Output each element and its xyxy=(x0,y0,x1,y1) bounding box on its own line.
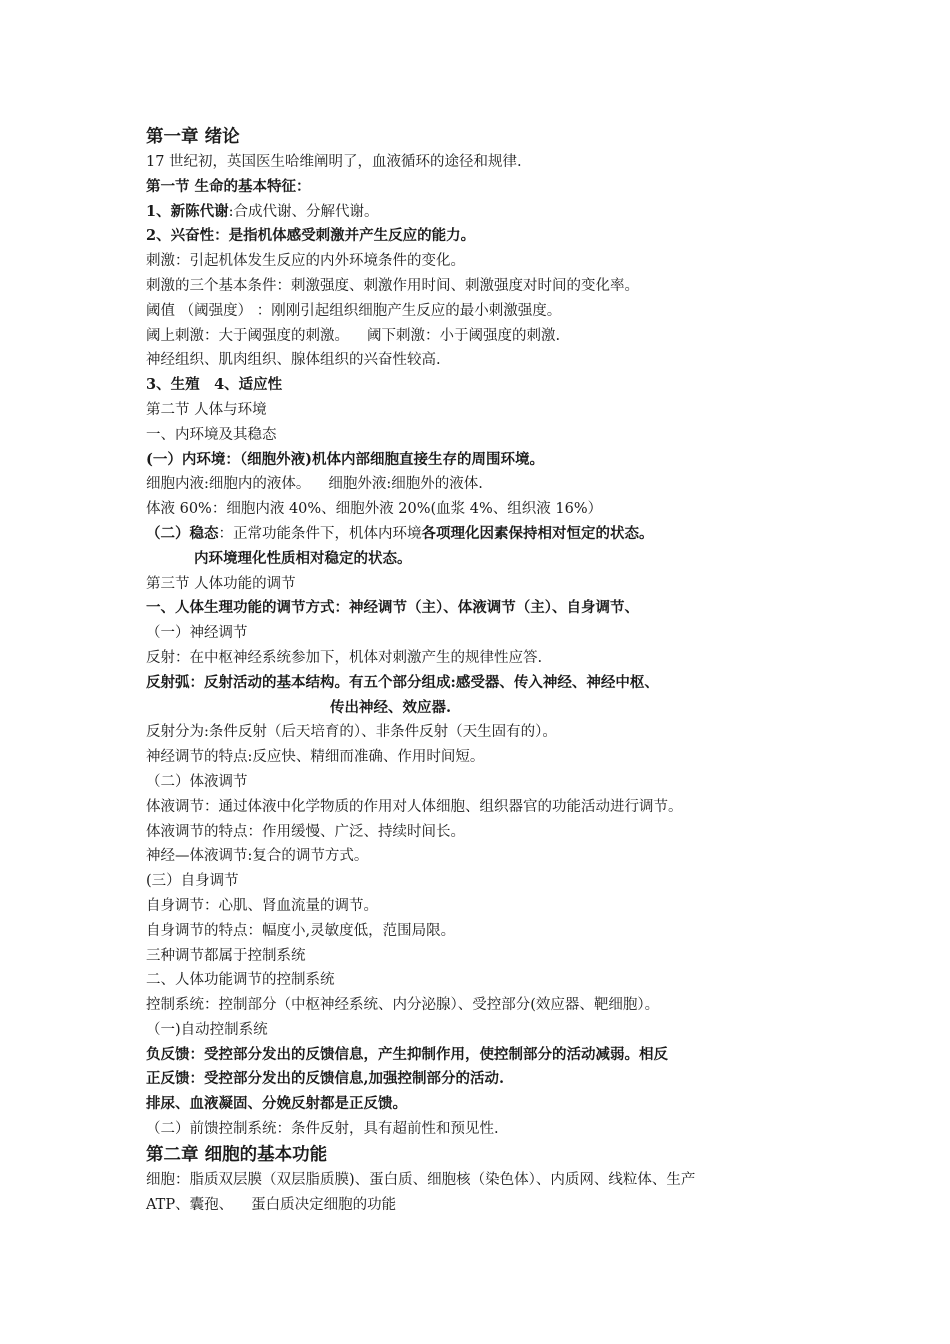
cell-atp-text: ATP、囊孢、 xyxy=(146,1196,234,1213)
homeostasis-line xyxy=(146,522,846,547)
protein-function-text: 蛋白质决定细胞的功能 xyxy=(251,1196,397,1213)
below-threshold-text: 阈下刺激：小于阈强度的刺激. xyxy=(367,327,561,344)
auto-control-title: （一)自动控制系统 xyxy=(146,1021,268,1038)
metabolism-label: 1、新陈代谢 xyxy=(146,202,229,220)
chapter-1-intro: 17 世纪初，英国医生哈维阐明了，血液循环的途径和规律. xyxy=(146,154,522,170)
section-1-title: 第一节 生命的基本特征： xyxy=(146,177,311,195)
homeostasis-bold: 各项理化因素保持相对恒定的状态。 xyxy=(421,524,654,542)
internal-env-heading: 一、内环境及其稳态 xyxy=(146,426,277,443)
humoral-def: 体液调节：通过体液中化学物质的作用对人体细胞、组织器官的功能活动进行调节。 xyxy=(146,798,683,815)
three-conditions-line: 刺激的三个基本条件：刺激强度、刺激作用时间、刺激强度对时间的变化率。 xyxy=(146,277,639,294)
cell-components-line-2 xyxy=(146,1193,846,1218)
metabolism-line xyxy=(146,200,846,225)
humoral-regulation-title: （二）体液调节 xyxy=(146,773,248,790)
neural-regulation-title: （一）神经调节 xyxy=(146,625,248,642)
auto-regulation-title: (三）自身调节 xyxy=(146,873,239,890)
regulation-modes-line: 一、人体生理功能的调节方式：神经调节（主）、体液调节（主）、自身调节、 xyxy=(146,599,639,617)
chapter-1-title: 第一章 绪论 xyxy=(146,127,240,147)
neuro-humoral-line: 神经—体液调节:复合的调节方式。 xyxy=(146,848,369,865)
negative-feedback-line: 负反馈：受控部分发出的反馈信息，产生抑制作用，使控制部分的活动减弱。相反 xyxy=(146,1045,668,1063)
positive-feedback-line: 正反馈：受控部分发出的反馈信息,加强控制部分的活动. xyxy=(146,1070,505,1088)
stimulus-line: 刺激：引起机体发生反应的内外环境条件的变化。 xyxy=(146,253,465,270)
section-3-title: 第三节 人体功能的调节 xyxy=(146,575,296,592)
all-control-line: 三种调节都属于控制系统 xyxy=(146,947,306,964)
neural-features-line: 神经调节的特点:反应快、精细而准确、作用时间短。 xyxy=(146,749,485,766)
document-page xyxy=(146,124,846,1217)
excitability-line: 2、兴奋性：是指机体感受刺激并产生反应的能力。 xyxy=(146,227,476,245)
reflex-def: 反射：在中枢神经系统参加下，机体对刺激产生的规律性应答. xyxy=(146,649,543,666)
homeostasis-mid: ：正常功能条件下，机体内环境 xyxy=(218,525,422,542)
extracellular-text: 细胞外液:细胞外的液体. xyxy=(328,476,483,493)
cell-components-line-1: 细胞：脂质双层膜（双层脂质膜)、蛋白质、细胞核（染色体）、内质网、线粒体、生产 xyxy=(146,1171,696,1188)
positive-feedback-examples: 排尿、血液凝固、分娩反射都是正反馈。 xyxy=(146,1095,407,1113)
reflex-arc-line-2: 传出神经、效应器. xyxy=(330,698,452,716)
threshold-line: 阈值 （阈强度） ：刚刚引起组织细胞产生反应的最小刺激强度。 xyxy=(146,302,562,319)
body-fluid-line: 体液 60%：细胞内液 40%、细胞外液 20%(血浆 4%、组织液 16%） xyxy=(146,501,603,518)
feedforward-line: （二）前馈控制系统：条件反射，具有超前性和预见性. xyxy=(146,1121,499,1138)
internal-env-def: (一）内环境：（细胞外液)机体内部细胞直接生存的周围环境。 xyxy=(146,450,544,468)
control-system-title: 二、人体功能调节的控制系统 xyxy=(146,972,335,989)
intracellular-text: 细胞内液:细胞内的液体。 xyxy=(146,476,311,493)
fluid-types-line xyxy=(146,472,846,497)
metabolism-text: :合成代谢、分解代谢。 xyxy=(228,203,379,220)
section-2-title: 第二节 人体与环境 xyxy=(146,401,267,418)
homeostasis-line-2: 内环境理化性质相对稳定的状态。 xyxy=(194,549,412,567)
reflex-arc-line-1: 反射弧：反射活动的基本结构。有五个部分组成:感受器、传入神经、神经中枢、 xyxy=(146,673,659,691)
excitable-tissues-line: 神经组织、肌肉组织、腺体组织的兴奋性较高. xyxy=(146,352,441,369)
auto-regulation-def: 自身调节：心肌、肾血流量的调节。 xyxy=(146,897,378,914)
homeostasis-label: （二）稳态 xyxy=(146,524,219,542)
auto-regulation-features: 自身调节的特点：幅度小,灵敏度低，范围局限。 xyxy=(146,922,456,939)
reflex-types-line: 反射分为:条件反射（后天培育的）、非条件反射（天生固有的）。 xyxy=(146,724,557,741)
control-system-def: 控制系统：控制部分（中枢神经系统、内分泌腺）、受控部分(效应器、靶细胞）。 xyxy=(146,997,660,1014)
humoral-features-line: 体液调节的特点：作用缓慢、广泛、持续时间长。 xyxy=(146,823,465,840)
threshold-stimulus-line xyxy=(146,324,846,349)
above-threshold-text: 阈上刺激：大于阈强度的刺激。 xyxy=(146,327,349,344)
chapter-2-title: 第二章 细胞的基本功能 xyxy=(146,1144,328,1165)
reproduction-adaptation-line: 3、生殖 4、适应性 xyxy=(146,376,283,394)
